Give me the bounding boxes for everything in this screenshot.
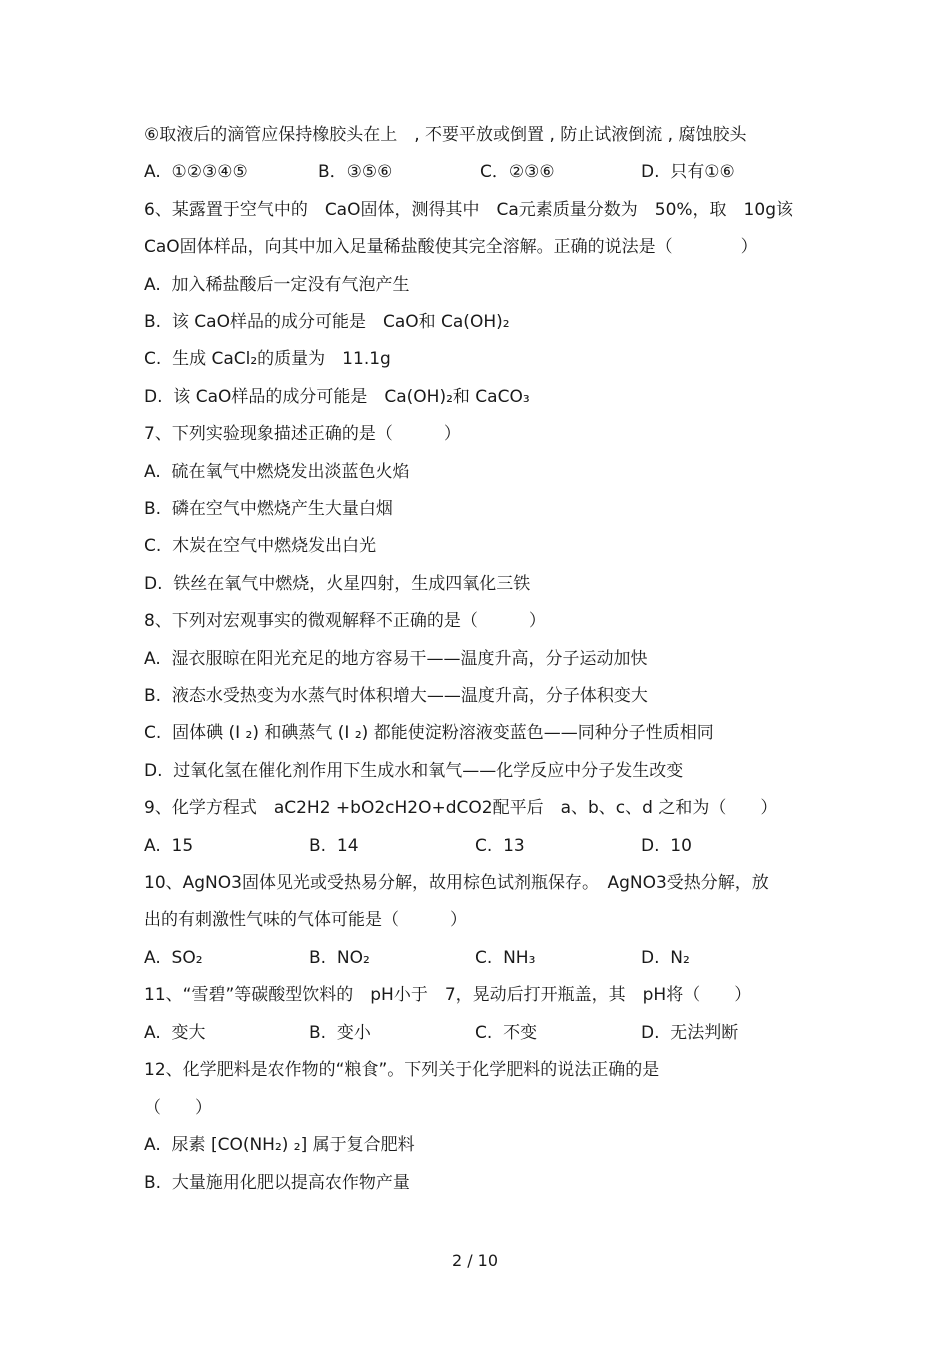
option-d: D. 无法判断 [641, 1023, 739, 1043]
option-line: C. 木炭在空气中燃烧发出白光 [144, 536, 377, 556]
option-line: C. 固体碘 (I ₂) 和碘蒸气 (I ₂) 都能使淀粉溶液变蓝色——同种分子性质相同 [144, 723, 714, 743]
option-a: A. 15 [144, 836, 194, 856]
text-line: CaO固体样品，向其中加入足量稀盐酸使其完全溶解。正确的说法是（ ） [144, 237, 758, 257]
option-b: B．③⑤⑥ [318, 162, 393, 182]
answer-options-row [144, 1022, 844, 1044]
question-7: 7、下列实验现象描述正确的是（ ） [144, 424, 461, 444]
option-a: A. SO₂ [144, 948, 203, 968]
option-b: B. NO₂ [309, 948, 370, 968]
option-c: C. 13 [475, 836, 525, 856]
option-line: A. 加入稀盐酸后一定没有气泡产生 [144, 275, 410, 295]
option-a: A. ①②③④⑤ [144, 162, 248, 182]
option-line: A. 硫在氧气中燃烧发出淡蓝色火焰 [144, 462, 410, 482]
option-line: A. 湿衣服晾在阳光充足的地方容易干——温度升高，分子运动加快 [144, 649, 648, 669]
option-line: B. 液态水受热变为水蒸气时体积增大——温度升高，分子体积变大 [144, 686, 648, 706]
option-d: D. N₂ [641, 948, 690, 968]
question-8: 8、下列对宏观事实的微观解释不正确的是（ ） [144, 611, 546, 631]
text-line: 出的有刺激性气味的气体可能是（ ） [144, 910, 467, 930]
option-line: C. 生成 CaCl₂的质量为 11.1g [144, 349, 391, 369]
question-10: 10、AgNO3固体见光或受热易分解，故用棕色试剂瓶保存。 AgNO3受热分解，放 [144, 873, 769, 893]
answer-options-row [144, 835, 844, 857]
option-c: C. 不变 [475, 1023, 538, 1043]
option-d: D. 只有①⑥ [641, 162, 735, 182]
option-line: D. 过氧化氢在催化剂作用下生成水和氧气——化学反应中分子发生改变 [144, 761, 684, 781]
question-9: 9、化学方程式 aC2H2 +bO2cH2O+dCO2配平后 a、b、c、d 之和为（ ） [144, 798, 778, 818]
option-a: A. 变大 [144, 1023, 206, 1043]
text-line: ⑥取液后的滴管应保持橡胶头在上 , 不要平放或倒置 , 防止试液倒流 , 腐蚀胶头 [144, 125, 747, 145]
option-line: A. 尿素 [CO(NH₂) ₂] 属于复合肥料 [144, 1135, 415, 1155]
option-line: B. 磷在空气中燃烧产生大量白烟 [144, 499, 393, 519]
option-c: C．②③⑥ [480, 162, 555, 182]
option-d: D. 10 [641, 836, 692, 856]
option-line: D. 该 CaO样品的成分可能是 Ca(OH)₂和 CaCO₃ [144, 387, 530, 407]
option-b: B. 14 [309, 836, 359, 856]
option-line: B. 该 CaO样品的成分可能是 CaO和 Ca(OH)₂ [144, 312, 510, 332]
question-12: 12、化学肥料是农作物的“粮食”。下列关于化学肥料的说法正确的是 [144, 1060, 660, 1080]
answer-options-row [144, 161, 844, 183]
question-6: 6、某露置于空气中的 CaO固体，测得其中 Ca元素质量分数为 50%，取 10g该 [144, 200, 793, 220]
option-c: C. NH₃ [475, 948, 536, 968]
text-line: （ ） [144, 1098, 212, 1118]
answer-options-row [144, 947, 844, 969]
option-b: B. 变小 [309, 1023, 371, 1043]
option-line: D. 铁丝在氧气中燃烧，火星四射，生成四氧化三铁 [144, 574, 531, 594]
question-11: 11、“雪碧”等碳酸型饮料的 pH小于 7，晃动后打开瓶盖，其 pH将（ ） [144, 985, 752, 1005]
option-line: B. 大量施用化肥以提高农作物产量 [144, 1173, 410, 1193]
page-number: 2 / 10 [451, 1251, 499, 1270]
